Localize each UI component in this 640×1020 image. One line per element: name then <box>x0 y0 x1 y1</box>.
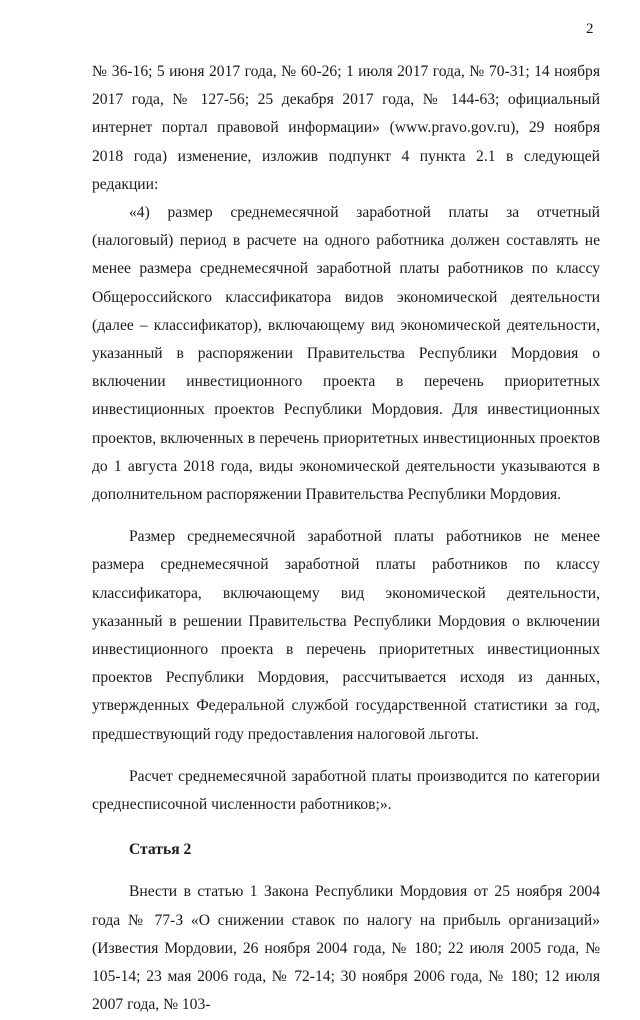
page-number: 2 <box>586 21 594 37</box>
paragraph-salary-calculation: Расчет среднемесячной заработной платы производится по категории среднесписочной численности работников;». <box>92 767 600 814</box>
paragraph-subitem-4: «4) размер среднемесячной заработной платы за отчетный (налоговый) период в расчете на одного работника должен составлять не менее размера среднемесячной заработной платы работников по классу Общероссийского классификатора видов экономической деятельности (далее – классификатор), включающему вид экономической деятельности, указанный в распоряжении Правительства Республики Мордовия о включении инвестиционного проекта в перечень приоритетных инвестиционных проектов Республики Мордовия. Для инвестиционных проектов, включенных в перечень приоритетных инвестиционных проектов до 1 августа 2018 года, виды экономической деятельности указываются в дополнительном распоряжении Правительства Республики Мордовия. <box>92 204 600 504</box>
paragraph-article-2: Внести в статью 1 Закона Республики Мордовия от 25 ноября 2004 года № 77-З «О снижении ставок по налогу на прибыль организаций» (Известия Мордовии, 26 ноября 2004 года, № 180; 22 июля 2005 года, № 105-14; 23 мая 2006 года, № 72-14; 30 ноября 2006 года, № 180; 12 июля 2007 года, № 103- <box>92 883 600 1014</box>
article-heading: Статья 2 <box>129 841 192 859</box>
document-body <box>92 58 600 1020</box>
paragraph-continuation: № 36-16; 5 июня 2017 года, № 60-26; 1 июля 2017 года, № 70-31; 14 ноября 2017 года, № 127-56; 25 декабря 2017 года, № 144-63; официальный интернет портал правовой информации» (www.pravo.gov.ru), 29 ноября 2018 года) изменение, изложив подпункт 4 пункта 2.1 в следующей редакции: <box>92 63 600 193</box>
paragraph-salary-size: Размер среднемесячной заработной платы работников не менее размера среднемесячной заработной платы работников по классу классификатора, включающему вид экономической деятельности, указанный в решении Правительства Республики Мордовия о включении инвестиционного проекта в перечень приоритетных инвестиционных проектов Республики Мордовия, рассчитывается исходя из данных, утвержденных Федеральной службой государственной статистики за год, предшествующий году предоставления налоговой льготы. <box>92 528 600 743</box>
